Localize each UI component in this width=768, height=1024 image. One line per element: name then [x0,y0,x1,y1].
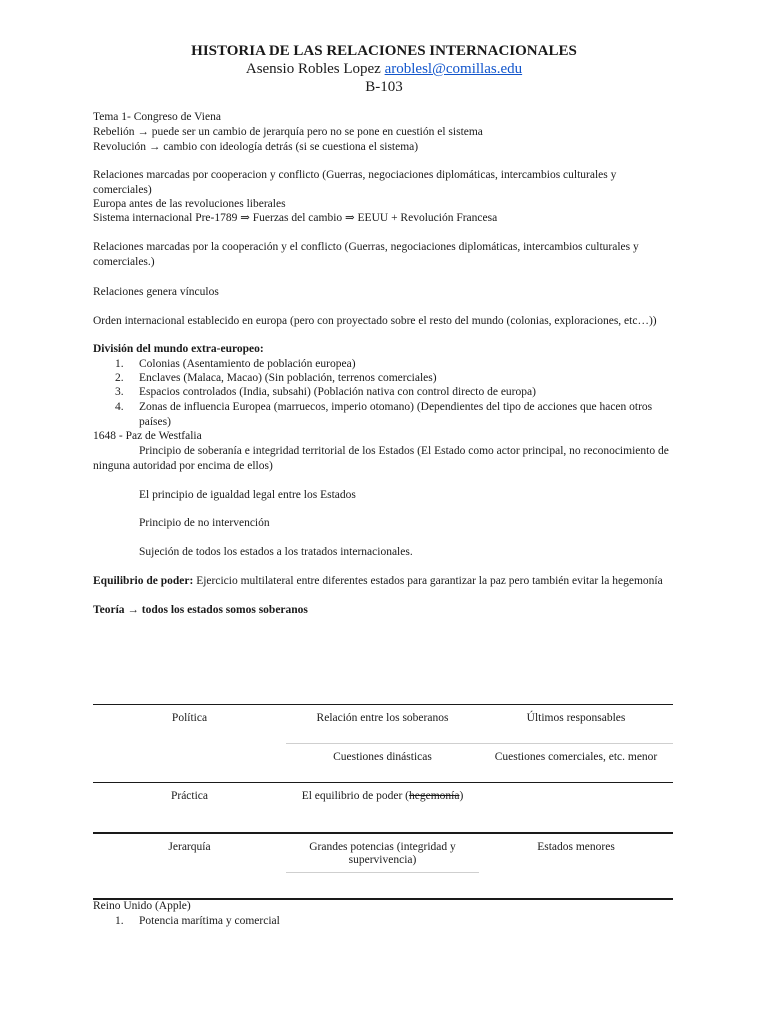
vinculos-line: Relaciones genera vínculos [93,286,219,298]
cell-ultimos: Últimos responsables [526,712,626,724]
table-divider [286,743,673,744]
sistema-line: Sistema internacional Pre-1789 ⇒ Fuerzas del cambio ⇒ EEUU + Revolución Francesa [93,212,498,224]
struck-hegemonia: hegemonía [409,790,460,802]
cell-estados-menores: Estados menores [537,841,615,853]
room-number: B-103 [365,79,403,95]
cell-equilibrio [286,790,479,803]
relaciones-paragraph-1: Relaciones marcadas por cooperacion y conflicto (Guerras, negociaciones diplomáticas, intercambios culturales y comerciales) [93,169,617,196]
principio-soberania: Principio de soberanía e integridad territorial de los Estados (El Estado como actor principal, no reconocimiento de ninguna autoridad por encima de ellos) [93,445,669,472]
document-title: HISTORIA DE LAS RELACIONES INTERNACIONALES [191,43,577,59]
westfalia-line: 1648 - Paz de Westfalia [93,430,202,442]
relaciones-paragraph-2: Relaciones marcadas por la cooperación y el conflicto (Guerras, negociaciones diplomáticas, intercambios culturales y comerciales.) [93,241,639,268]
principio-tratados: Sujeción de todos los estados a los tratados internacionales. [139,546,413,558]
cell-comerciales: Cuestiones comerciales, etc. menor [494,751,658,763]
cell-jerarquia: Jerarquía [168,841,211,853]
table-divider [286,872,479,873]
teoria-line: Teoría → todos los estados somos soberanos [93,604,308,616]
list-number: 2. [115,372,124,384]
equilibrio-line [93,574,663,589]
division-heading: División del mundo extra-europeo: [93,343,264,355]
list-text: Espacios controlados (India, subsahi) (Población nativa con control directo de europa) [139,386,536,398]
cell-relacion: Relación entre los soberanos [316,712,449,724]
table-rule [93,782,673,783]
list-number: 1. [115,358,124,370]
comparison-table [93,700,673,900]
rebelion-line: Rebelión → puede ser un cambio de jerarquía pero no se pone en cuestión el sistema [93,126,483,138]
list-number: 3. [115,386,124,398]
author-name: Asensio Robles Lopez [245,61,381,77]
orden-line: Orden internacional establecido en europa (pero con proyectado sobre el resto del mundo (colonias, exploraciones, etc…)) [93,315,657,327]
list-number: 4. [115,401,124,413]
list-text: Potencia marítima y comercial [139,915,280,927]
tema-line: Tema 1- Congreso de Viena [93,111,221,123]
principio-no-intervencion: Principio de no intervención [139,517,270,529]
table-rule [93,832,673,834]
table-rule [93,704,673,705]
principio-igualdad: El principio de igualdad legal entre los Estados [139,489,356,501]
europa-line: Europa antes de las revoluciones liberales [93,198,286,210]
equilibrio-text: Ejercicio multilateral entre diferentes estados para garantizar la paz pero también evitar la hegemonía [193,575,663,587]
equilibrio-suffix: ) [459,790,464,802]
list-text: Zonas de influencia Europea (marruecos, imperio otomano) (Dependientes del tipo de acciones que hacen otros países) [139,401,653,428]
list-number: 1. [115,915,124,927]
equilibrio-prefix: El equilibrio de poder ( [301,790,409,802]
list-text: Enclaves (Malaca, Macao) (Sin población, terrenos comerciales) [139,372,437,384]
equilibrio-label: Equilibrio de poder: [93,575,194,587]
list-text: Colonias (Asentamiento de población europea) [139,358,356,370]
cell-dinasticas: Cuestiones dinásticas [333,751,432,763]
cell-grandes-potencias: Grandes potencias (integridad y supervivencia) [309,841,456,866]
author-email-link[interactable]: aroblesl@comillas.edu [384,61,523,77]
reino-unido-line: Reino Unido (Apple) [93,900,191,912]
cell-practica: Práctica [170,790,209,802]
revolucion-line: Revolución → cambio con ideología detrás (si se cuestiona el sistema) [93,141,419,153]
cell-politica: Política [171,712,208,724]
